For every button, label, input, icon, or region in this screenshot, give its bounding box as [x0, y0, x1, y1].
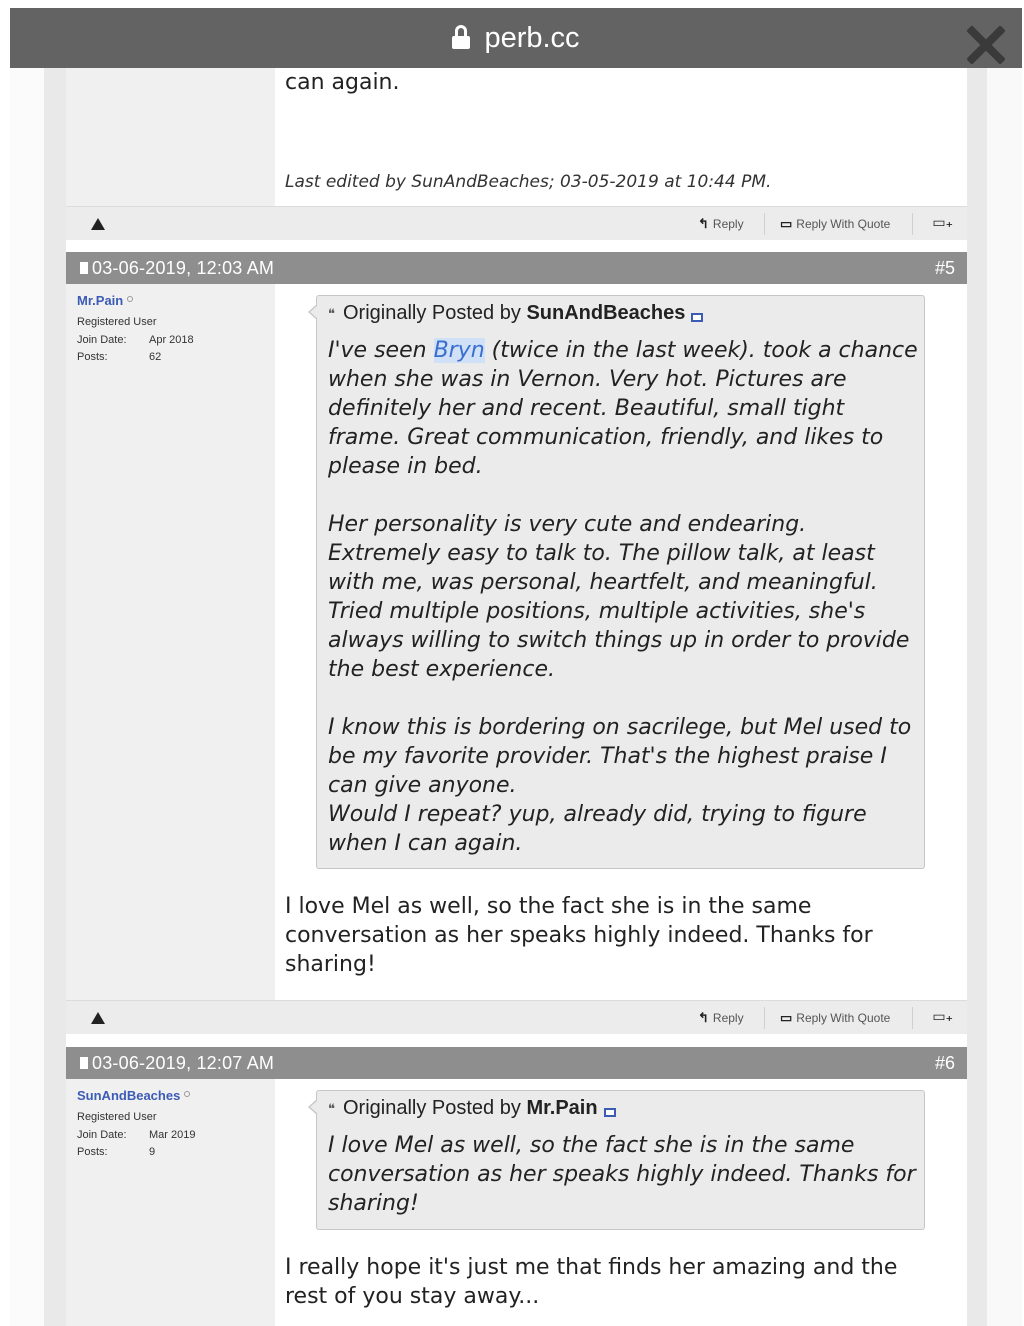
posts-count: 62 [149, 351, 162, 363]
post-date: 03-06-2019, 12:07 AM [92, 1053, 275, 1073]
multi-quote-icon[interactable]: ▭₊ [932, 215, 953, 231]
user-title: Registered User [77, 316, 157, 328]
address-bar[interactable] [10, 22, 1022, 54]
quote-bubble-icon: ▭ [780, 216, 793, 231]
post-status-icon [80, 1057, 88, 1069]
prev-post-action-bar [66, 206, 967, 240]
post-status-icon [80, 262, 88, 274]
post-content [275, 1079, 967, 1326]
username: SunAndBeaches [77, 1088, 181, 1103]
post-header [66, 252, 967, 284]
reply-arrow-icon: ↰ [698, 1010, 709, 1025]
reply-button[interactable] [698, 1010, 744, 1026]
reply-with-quote-label: Reply With Quote [796, 217, 891, 231]
post-header [66, 1047, 967, 1079]
offline-status-icon [184, 1091, 190, 1097]
highlighted-word: Bryn [433, 338, 485, 363]
multi-quote-icon[interactable]: ▭₊ [932, 1009, 953, 1025]
reply-with-quote-button[interactable] [780, 216, 890, 232]
posts-label: Posts: [77, 351, 108, 363]
lock-icon [452, 25, 470, 49]
reply-label: Reply [712, 1011, 744, 1025]
prev-post-content [275, 68, 967, 206]
user-meta [77, 1109, 195, 1162]
edited-note: Last edited by SunAndBeaches; 03-05-2019 at 10:44 PM. [285, 172, 772, 192]
username-link[interactable] [77, 293, 133, 308]
prev-post-user-column [66, 68, 275, 206]
quote-icon: ❝ [328, 1101, 335, 1116]
quote-paragraph: Her personality is very cute and endearing. Extremely easy to talk to. The pillow talk, at least with me, was personal, heartfelt, and meaningful. Tried multiple positions, multiple activities, she's always willing to switch things up in order to provide the best experience. [328, 512, 910, 682]
divider [912, 213, 913, 235]
quote-paragraph: I know this is bordering on sacrilege, but Mel used to be my favorite provider. That's the highest praise I can give anyone. [328, 715, 912, 798]
post-user-info [66, 1079, 275, 1326]
quote-paragraph: Would I repeat? yup, already did, trying to figure when I can again. [328, 802, 867, 856]
page-margin-right [987, 68, 1022, 1326]
reply-label: Reply [712, 217, 744, 231]
page-gutter-right [967, 68, 987, 1326]
post-body: I love Mel as well, so the fact she is in the same conversation as her speaks highly indeed. Thanks for sharing! [285, 894, 873, 977]
username-link[interactable] [77, 1088, 190, 1103]
close-icon[interactable] [964, 22, 1008, 66]
divider [764, 1007, 765, 1029]
user-title: Registered User [77, 1111, 157, 1123]
divider [764, 213, 765, 235]
browser-top-bar [10, 8, 1022, 68]
quote-header [328, 1097, 616, 1120]
username: Mr.Pain [77, 293, 124, 308]
reply-arrow-icon: ↰ [698, 216, 709, 231]
report-post-icon[interactable] [91, 218, 105, 230]
join-date-value: Apr 2018 [149, 333, 194, 346]
quote-prefix: Originally Posted by [343, 1097, 521, 1119]
quote-paragraph [328, 336, 918, 481]
quote-paragraph: I love Mel as well, so the fact she is in the same conversation as her speaks highly indeed. Thanks for sharing! [328, 1133, 916, 1216]
join-date-label: Join Date: [77, 333, 127, 346]
post-date: 03-06-2019, 12:03 AM [92, 258, 275, 278]
post-action-bar [66, 1000, 967, 1034]
quote-box [316, 295, 925, 869]
url-text: perb.cc [484, 22, 580, 54]
quote-box [316, 1090, 925, 1230]
quote-prefix: Originally Posted by [343, 302, 521, 324]
reply-with-quote-label: Reply With Quote [796, 1011, 891, 1025]
prev-post-text: can again. [285, 70, 400, 95]
offline-status-icon [127, 296, 133, 302]
view-post-icon[interactable] [691, 313, 703, 322]
post-number-link[interactable]: #5 [934, 258, 955, 278]
quote-icon: ❝ [328, 306, 335, 321]
post-user-info [66, 284, 275, 1000]
post-number-link[interactable]: #6 [934, 1053, 955, 1073]
quote-text: (twice in the last week). took a chance when she was in Vernon. Very hot. Pictures are definitely her and recent. Beautiful, small tight frame. Great communication, friendly, and likes to please in bed. [328, 338, 918, 479]
post-content [275, 284, 967, 1000]
view-post-icon[interactable] [604, 1108, 616, 1117]
page-gutter-left [44, 68, 66, 1326]
quote-header [328, 302, 703, 325]
page-margin-left [10, 68, 44, 1326]
report-post-icon[interactable] [91, 1012, 105, 1024]
posts-count: 9 [149, 1146, 156, 1158]
user-meta [77, 314, 194, 367]
join-date-value: Mar 2019 [149, 1128, 196, 1141]
quote-author: SunAndBeaches [526, 302, 686, 324]
quote-bubble-icon: ▭ [780, 1010, 793, 1025]
posts-label: Posts: [77, 1146, 108, 1158]
post-body: I really hope it's just me that finds her amazing and the rest of you stay away... [285, 1255, 898, 1309]
quote-text: I've seen [328, 338, 434, 363]
join-date-label: Join Date: [77, 1128, 127, 1141]
reply-button[interactable] [698, 216, 744, 232]
divider [912, 1007, 913, 1029]
reply-with-quote-button[interactable] [780, 1010, 890, 1026]
quote-author: Mr.Pain [526, 1097, 598, 1119]
